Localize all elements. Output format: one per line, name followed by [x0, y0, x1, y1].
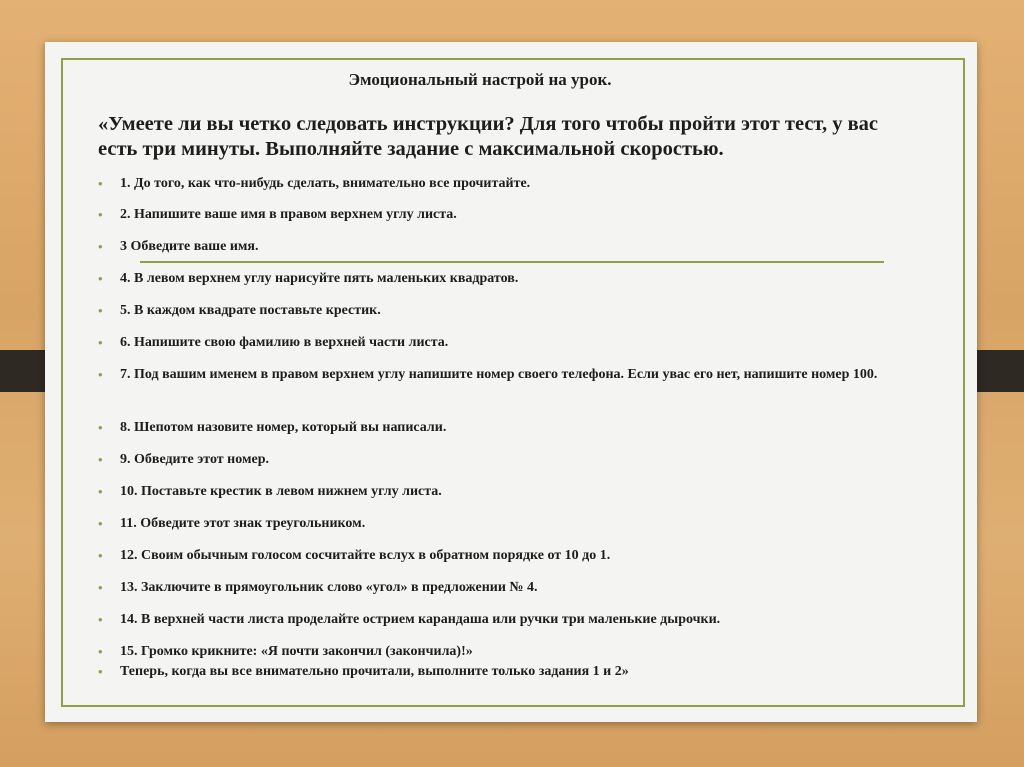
divider-line: [140, 261, 884, 263]
list-item-text: 13. Заключите в прямоугольник слово «угол» в предложении № 4.: [120, 580, 538, 595]
list-item-text: 10. Поставьте крестик в левом нижнем углу листа.: [120, 484, 442, 499]
bullet-icon: •: [98, 484, 103, 499]
bullet-icon: •: [98, 612, 103, 627]
list-item: [98, 482, 918, 501]
list-item-text: Теперь, когда вы все внимательно прочитали, выполните только задания 1 и 2»: [120, 664, 629, 679]
list-item-text: 5. В каждом квадрате поставьте крестик.: [120, 303, 381, 318]
list-item: [98, 610, 918, 629]
list-item-text: 15. Громко крикните: «Я почти закончил (закончила)!»: [120, 644, 473, 659]
bullet-icon: •: [98, 548, 103, 563]
bullet-icon: •: [98, 452, 103, 467]
bullet-icon: •: [98, 303, 103, 318]
list-item: [98, 514, 918, 533]
intro-text: «Умеете ли вы четко следовать инструкции? Для того чтобы пройти этот тест, у вас есть три минуты. Выполняйте задание с максимальной скоростью.: [98, 113, 879, 160]
list-item: [98, 418, 918, 437]
list-item: [98, 642, 918, 661]
list-item-text: 4. В левом верхнем углу нарисуйте пять маленьких квадратов.: [120, 271, 519, 286]
left-dark-band: [0, 350, 45, 392]
list-item-text: 1. До того, как что-нибудь сделать, внимательно все прочитайте.: [120, 176, 531, 191]
bullet-icon: •: [98, 420, 103, 435]
bullet-icon: •: [98, 644, 103, 659]
list-item: [98, 365, 918, 384]
bullet-icon: •: [98, 271, 103, 286]
list-item: [98, 578, 918, 597]
bullet-icon: •: [98, 580, 103, 595]
list-item: [98, 546, 918, 565]
bullet-icon: •: [98, 207, 103, 222]
list-item-text: 7. Под вашим именем в правом верхнем углу напишите номер своего телефона. Если увас его нет, напишите номер 100.: [120, 367, 878, 382]
bullet-icon: •: [98, 516, 103, 531]
bullet-icon: •: [98, 335, 103, 350]
list-item-text: 9. Обведите этот номер.: [120, 452, 269, 467]
list-item: [98, 450, 918, 469]
slide-title: Эмоциональный настрой на урок.: [348, 70, 612, 89]
list-item-text: 3 Обведите ваше имя.: [120, 239, 259, 254]
list-item: [98, 333, 918, 352]
list-item: [98, 174, 918, 193]
list-item: [98, 205, 918, 224]
list-item: [98, 237, 918, 256]
list-item-text: 12. Своим обычным голосом сосчитайте вслух в обратном порядке от 10 до 1.: [120, 548, 611, 563]
list-item: [98, 301, 918, 320]
list-item-text: 14. В верхней части листа проделайте острием карандаша или ручки три маленькие дырочки.: [120, 612, 721, 627]
bullet-icon: •: [98, 367, 103, 382]
bullet-icon: •: [98, 664, 103, 679]
list-item-text: 8. Шепотом назовите номер, который вы написали.: [120, 420, 447, 435]
list-item-text: 11. Обведите этот знак треугольником.: [120, 516, 366, 531]
list-item: [98, 269, 918, 288]
list-item-text: 6. Напишите свою фамилию в верхней части листа.: [120, 335, 449, 350]
list-item: [98, 662, 918, 681]
bullet-icon: •: [98, 239, 103, 254]
bullet-icon: •: [98, 176, 103, 191]
list-item-text: 2. Напишите ваше имя в правом верхнем углу листа.: [120, 207, 457, 222]
